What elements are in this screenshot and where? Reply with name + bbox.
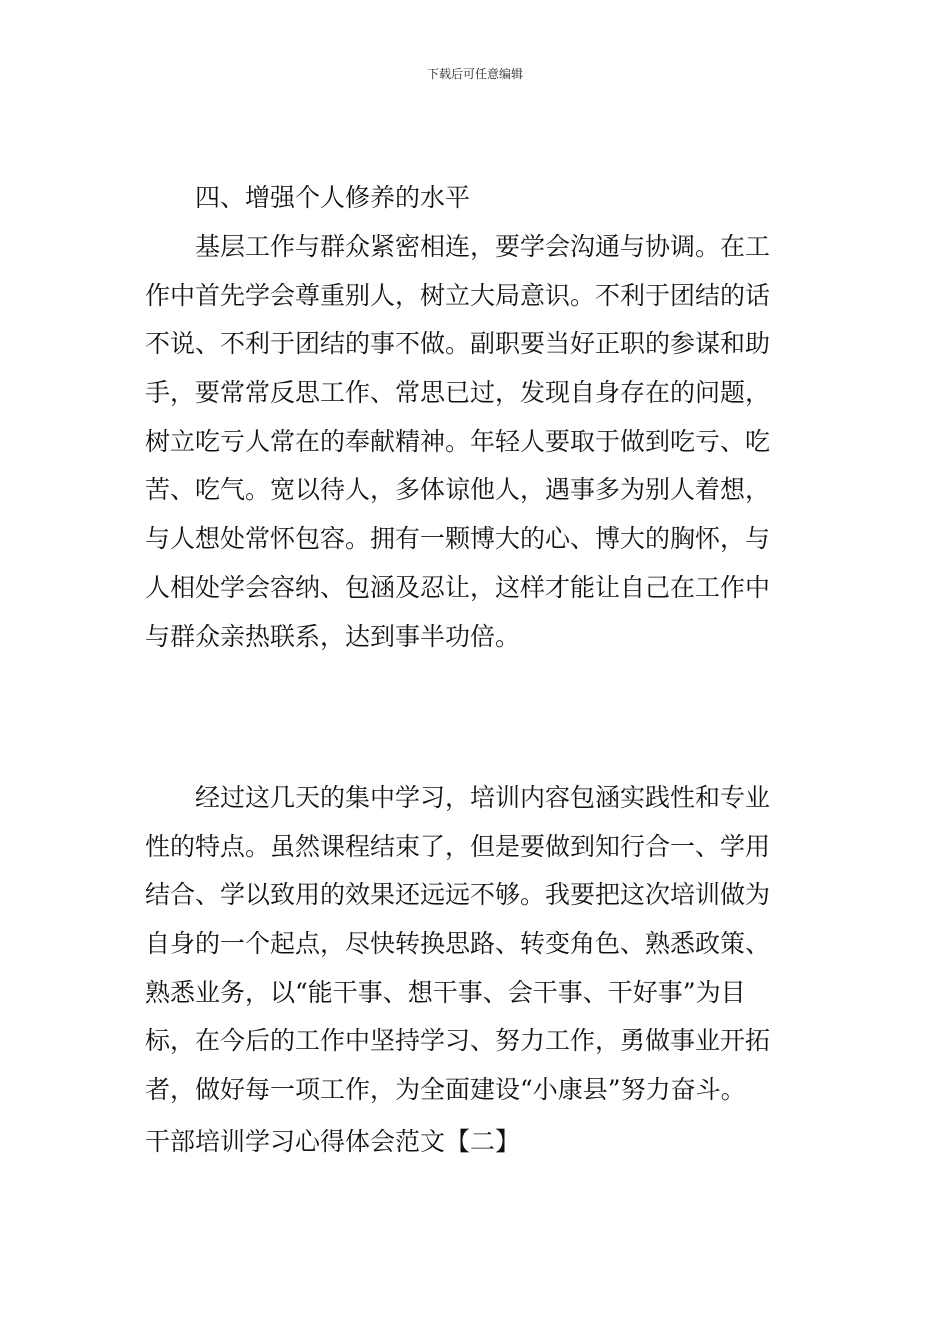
paragraph-line: 熟悉业务，以“能干事、想干事、会干事、干好事”为目: [145, 977, 746, 1007]
paragraph-line: 者，做好每一项工作，为全面建设“小康县”努力奋斗。: [145, 1075, 746, 1105]
paragraph-1: [145, 223, 815, 661]
paragraph-2: [145, 774, 815, 1115]
paragraph-line: 不说、不利于团结的事不做。副职要当好正职的参谋和助: [145, 329, 771, 359]
paragraph-line: 基层工作与群众紧密相连，要学会沟通与协调。在工: [195, 232, 771, 261]
section-title: 干部培训学习心得体会范文【二】: [145, 1127, 521, 1156]
paragraph-line: 苦、吃气。宽以待人，多体谅他人，遇事多为别人着想，: [145, 475, 771, 505]
paragraph-line: 作中首先学会尊重别人，树立大局意识。不利于团结的话: [145, 280, 771, 310]
paragraph-line: 手，要常常反思工作、常思已过，发现自身存在的问题，: [145, 378, 771, 408]
section-heading: 四、增强个人修养的水平: [195, 183, 471, 212]
paragraph-line: 结合、学以致用的效果还远远不够。我要把这次培训做为: [145, 880, 771, 910]
paragraph-line: 标，在今后的工作中坚持学习、努力工作，勇做事业开拓: [145, 1026, 771, 1056]
paragraph-line: 与群众亲热联系，达到事半功倍。: [145, 621, 521, 651]
paragraph-line: 树立吃亏人常在的奉献精神。年轻人要取于做到吃亏、吃: [145, 426, 771, 456]
paragraph-line: 人相处学会容纳、包涵及忍让，这样才能让自己在工作中: [145, 572, 771, 602]
paragraph-line: 性的特点。虽然课程结束了，但是要做到知行合一、学用: [145, 831, 771, 861]
paragraph-line: 经过这几天的集中学习，培训内容包涵实践性和专业: [195, 783, 771, 812]
paragraph-line: 与人想处常怀包容。拥有一颗博大的心、博大的胸怀，与: [145, 524, 771, 554]
paragraph-line: 自身的一个起点，尽快转换思路、转变角色、熟悉政策、: [145, 929, 771, 959]
page-header-note: 下载后可任意编辑: [426, 67, 523, 81]
